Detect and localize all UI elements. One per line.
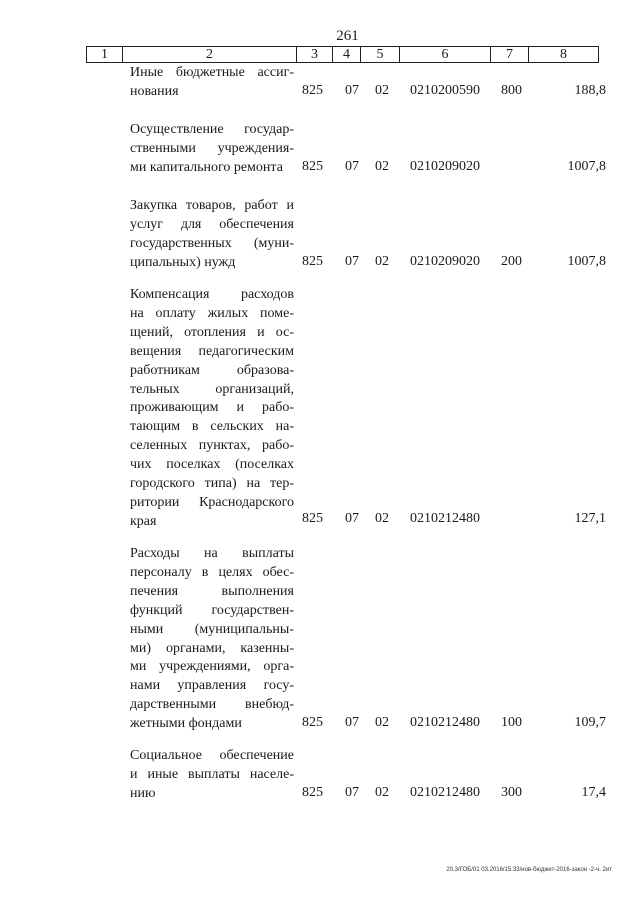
ministry-code: 825 <box>302 159 323 174</box>
description-line: ципальных) нужд <box>130 254 236 270</box>
row-description <box>130 121 294 178</box>
description-line: ми капитального ремонта <box>130 159 283 175</box>
expense-type-code: 300 <box>501 785 522 800</box>
description-line: Осуществление государ- <box>130 122 294 137</box>
amount: 188,8 <box>574 83 606 98</box>
description-line: ми) органами, казенны- <box>130 640 294 656</box>
header-row <box>87 47 599 63</box>
expense-type-code: 800 <box>501 83 522 98</box>
subsection-code: 02 <box>375 254 389 269</box>
row-description <box>130 545 294 734</box>
description-line: вещения педагогическим <box>130 343 294 359</box>
amount: 17,4 <box>581 785 606 800</box>
header-col-5: 5 <box>361 47 400 63</box>
subsection-code: 02 <box>375 715 389 730</box>
description-line: проживающим и рабо- <box>130 400 294 416</box>
description-line: нию <box>130 785 156 801</box>
description-line: на оплату жилых поме- <box>130 305 294 321</box>
description-line: печения выполнения <box>130 583 294 599</box>
description-line: функций государствен- <box>130 602 294 618</box>
ministry-code: 825 <box>302 511 323 526</box>
column-number-header <box>86 46 599 63</box>
header-col-1: 1 <box>87 47 123 63</box>
page-number: 261 <box>336 28 359 44</box>
section-code: 07 <box>345 83 359 98</box>
target-article-code: 0210200590 <box>410 83 480 98</box>
ministry-code: 825 <box>302 254 323 269</box>
description-line: дарственными внебюд- <box>130 697 294 713</box>
description-line: Закупка товаров, работ и <box>130 198 294 213</box>
description-line: персоналу в целях обес- <box>130 564 294 580</box>
header-col-7: 7 <box>491 47 529 63</box>
description-line: государственных (муни- <box>130 235 294 251</box>
row-description <box>130 286 294 532</box>
row-description <box>130 747 294 804</box>
description-line: ными (муниципальны- <box>130 621 294 637</box>
subsection-code: 02 <box>375 511 389 526</box>
description-line: Расходы на выплаты <box>130 546 294 561</box>
amount: 1007,8 <box>567 254 606 269</box>
description-line: тельных организаций, <box>130 381 294 397</box>
description-line: чих поселках (поселках <box>130 457 294 473</box>
subsection-code: 02 <box>375 159 389 174</box>
row-description <box>130 197 294 273</box>
target-article-code: 0210212480 <box>410 511 480 526</box>
description-line: ритории Краснодарского <box>130 494 294 510</box>
expense-type-code: 200 <box>501 254 522 269</box>
description-line: городского типа) на тер- <box>130 476 294 492</box>
description-line: работникам образова- <box>130 362 294 378</box>
document-footer-code: 20.3/ГОБ/01 03.2016/15:33/нов-бюджет-2016-закон -2-ч. 2ит <box>446 867 612 873</box>
ministry-code: 825 <box>302 83 323 98</box>
target-article-code: 0210209020 <box>410 159 480 174</box>
description-line: Компенсация расходов <box>130 287 294 302</box>
expense-type-code: 100 <box>501 715 522 730</box>
subsection-code: 02 <box>375 83 389 98</box>
amount: 1007,8 <box>567 159 606 174</box>
description-line: ственными учреждения- <box>130 140 294 156</box>
description-line: края <box>130 513 157 529</box>
target-article-code: 0210212480 <box>410 715 480 730</box>
row-description <box>130 64 294 102</box>
ministry-code: 825 <box>302 715 323 730</box>
description-line: Иные бюджетные ассиг- <box>130 65 294 80</box>
section-code: 07 <box>345 511 359 526</box>
description-line: селенных пунктах, рабо- <box>130 438 294 454</box>
section-code: 07 <box>345 159 359 174</box>
header-col-2: 2 <box>123 47 297 63</box>
description-line: и иные выплаты населе- <box>130 766 294 782</box>
section-code: 07 <box>345 254 359 269</box>
header-col-3: 3 <box>297 47 333 63</box>
description-line: ми учреждениями, орга- <box>130 659 294 675</box>
amount: 127,1 <box>574 511 606 526</box>
target-article-code: 0210212480 <box>410 785 480 800</box>
header-col-4: 4 <box>333 47 361 63</box>
amount: 109,7 <box>574 715 606 730</box>
header-col-8: 8 <box>529 47 599 63</box>
section-code: 07 <box>345 785 359 800</box>
description-line: Социальное обеспечение <box>130 748 294 763</box>
description-line: нования <box>130 83 179 99</box>
header-col-6: 6 <box>400 47 491 63</box>
description-line: жетными фондами <box>130 716 242 732</box>
section-code: 07 <box>345 715 359 730</box>
description-line: щений, отопления и ос- <box>130 324 294 340</box>
ministry-code: 825 <box>302 785 323 800</box>
target-article-code: 0210209020 <box>410 254 480 269</box>
description-line: тающим в сельских на- <box>130 419 294 435</box>
description-line: услуг для обеспечения <box>130 216 294 232</box>
subsection-code: 02 <box>375 785 389 800</box>
description-line: нами управления госу- <box>130 678 294 694</box>
